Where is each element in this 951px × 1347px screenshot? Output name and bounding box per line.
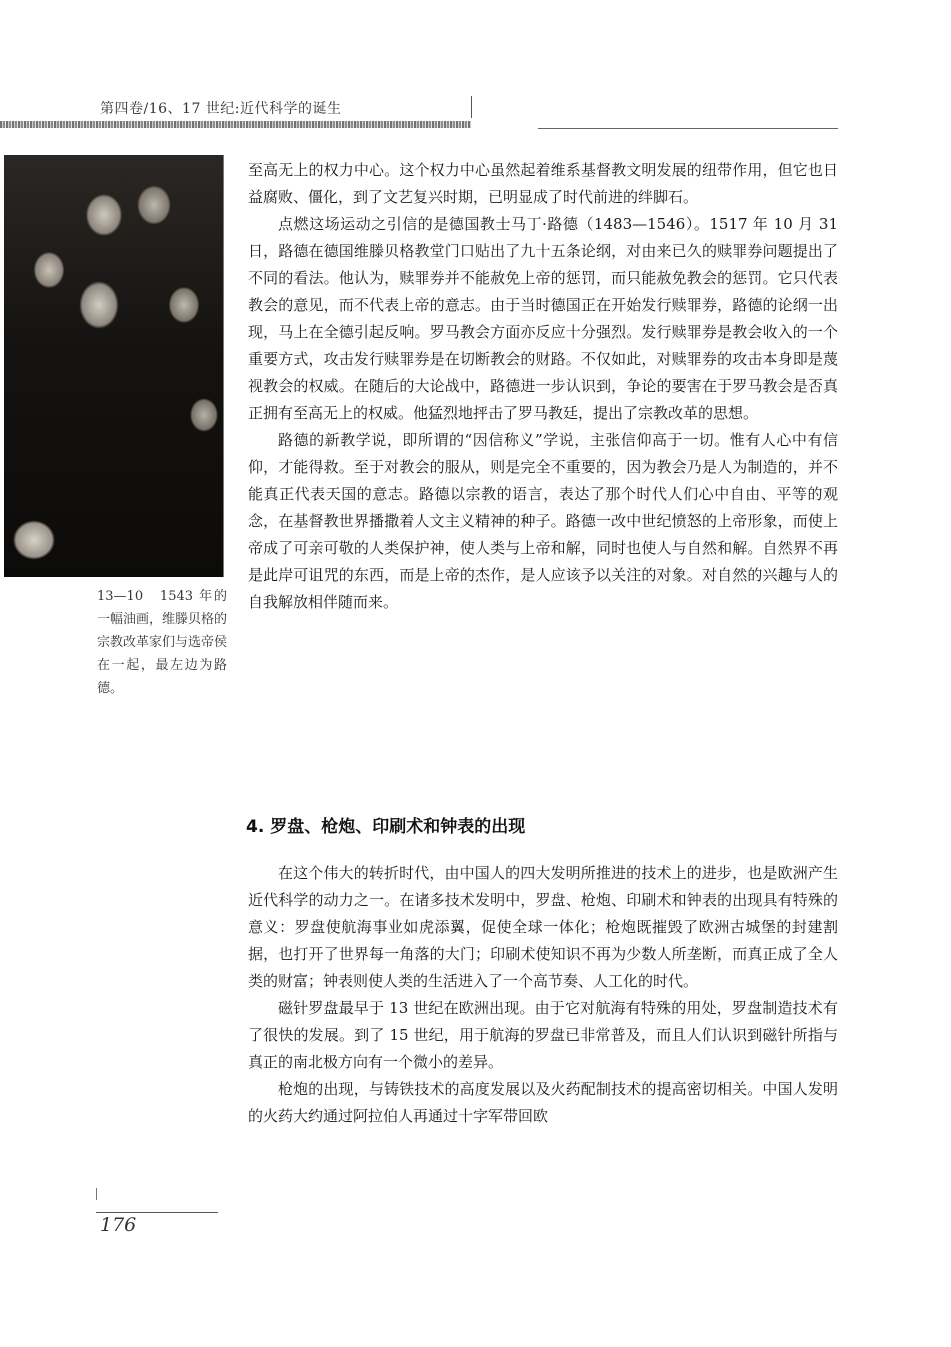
footer-rule xyxy=(96,1212,218,1213)
header-decorative-band xyxy=(0,121,471,128)
paragraph: 路德的新教学说，即所谓的“因信称义”学说，主张信仰高于一切。惟有人心中有信仰，才能得救。至于对教会的服从，则是完全不重要的，因为教会乃是人为制造的，并不能真正代表天国的意志。路德以宗教的语言，表达了那个时代人们心中自由、平等的观念，在基督教世界播撒着人文主义精神的种子。路德一改中世纪愤怒的上帝形象，而使上帝成了可亲可敬的人类保护神，使人类与上帝和解，同时也使人与自然和解。自然界不再是此岸可诅咒的东西，而是上帝的杰作，是人应该予以关注的对象。对自然的兴趣与人的自我解放相伴随而来。 xyxy=(248,431,838,611)
section-text-block xyxy=(248,860,838,1130)
header-rule xyxy=(538,128,838,129)
section-heading: 4. 罗盘、枪炮、印刷术和钟表的出现 xyxy=(246,817,526,837)
header-divider-tick xyxy=(471,96,472,118)
paragraph: 点燃这场运动之引信的是德国教士马丁·路德（1483—1546）。1517 年 10 月 31 日，路德在德国维滕贝格教堂门口贴出了九十五条论纲，对由来已久的赎罪券问题提出了不同的看法。他认为，赎罪券并不能赦免上帝的惩罚，而只能赦免教会的惩罚。它只代表教会的意见，而不代表上帝的意志。由于当时德国正在开始发行赎罪券，路德的论纲一出现，马上在全德引起反响。罗马教会方面亦反应十分强烈。发行赎罪券是教会收入的一个重要方式，攻击发行赎罪券是在切断教会的财路。不仅如此，对赎罪券的攻击本身即是蔑视教会的权威。在随后的大论战中，路德进一步认识到，争论的要害在于罗马教会是否真正拥有至高无上的权威。他猛烈地抨击了罗马教廷，提出了宗教改革的思想。 xyxy=(248,215,838,422)
running-header: 第四卷/16、17 世纪:近代科学的诞生 xyxy=(100,101,342,117)
painting-image xyxy=(4,155,224,577)
paragraph: 在这个伟大的转折时代，由中国人的四大发明所推进的技术上的进步，也是欧洲产生近代科学的动力之一。在诸多技术发明中，罗盘、枪炮、印刷术和钟表的出现具有特殊的意义：罗盘使航海事业如虎添翼，促使全球一体化；枪炮既摧毁了欧洲古城堡的封建割据，也打开了世界每一角落的大门；印刷术使知识不再为少数人所垄断，而真正成了全人类的财富；钟表则使人类的生活进入了一个高节奏、人工化的时代。 xyxy=(248,864,838,990)
page-number: 176 xyxy=(100,1214,137,1236)
body-text-block xyxy=(248,157,838,616)
footer-tick xyxy=(96,1188,97,1200)
paragraph: 枪炮的出现，与铸铁技术的高度发展以及火药配制技术的提高密切相关。中国人发明的火药大约通过阿拉伯人再通过十字军带回欧 xyxy=(248,1080,838,1125)
figure-caption: 13—10 1543 年的一幅油画，维滕贝格的宗教改革家们与选帝侯在一起，最左边为路德。 xyxy=(97,589,228,696)
paragraph: 至高无上的权力中心。这个权力中心虽然起着维系基督教文明发展的纽带作用，但它也日益腐败、僵化，到了文艺复兴时期，已明显成了时代前进的绊脚石。 xyxy=(248,161,838,206)
paragraph: 磁针罗盘最早于 13 世纪在欧洲出现。由于它对航海有特殊的用处，罗盘制造技术有了很快的发展。到了 15 世纪，用于航海的罗盘已非常普及，而且人们认识到磁针所指与真正的南北极方向有一个微小的差异。 xyxy=(248,999,838,1071)
